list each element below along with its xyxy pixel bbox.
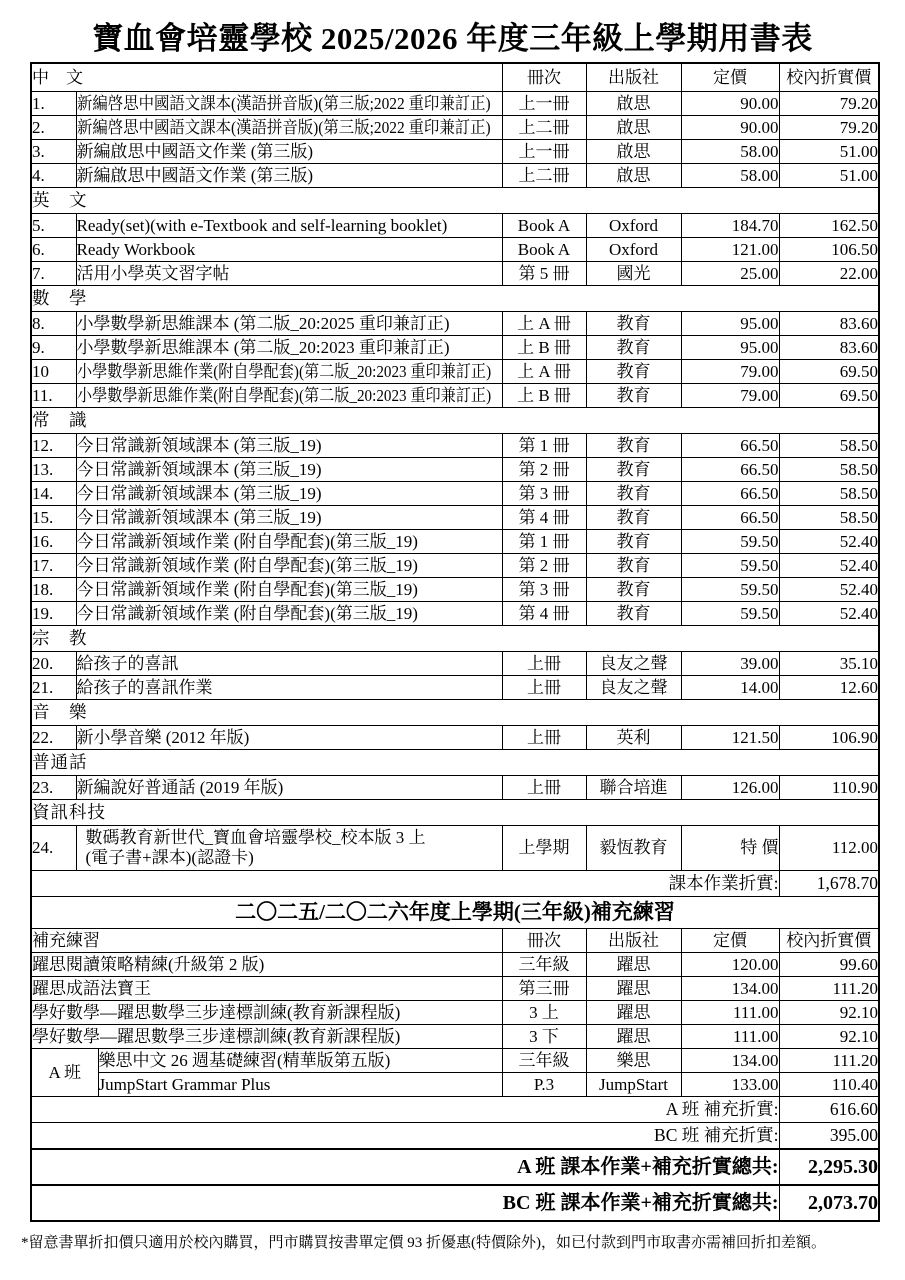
volume-cell: 三年級 xyxy=(502,953,586,977)
book-title: 新編啟思中國語文作業 (第三版) xyxy=(76,166,314,186)
list-price-cell: 90.00 xyxy=(681,92,779,116)
list-price-cell: 95.00 xyxy=(681,336,779,360)
discount-price-cell: 106.50 xyxy=(779,238,879,262)
publisher-cell: 教育 xyxy=(586,530,681,554)
list-price-cell: 14.00 xyxy=(681,676,779,700)
publisher-cell: 樂思 xyxy=(586,1049,681,1073)
list-price-cell: 111.00 xyxy=(681,1025,779,1049)
publisher-cell: 教育 xyxy=(586,506,681,530)
volume-cell: Book A xyxy=(502,238,586,262)
book-title: 新編啓思中國語文課本(漢語拼音版)(第三版;2022 重印兼訂正) xyxy=(76,94,491,114)
list-price-cell: 184.70 xyxy=(681,214,779,238)
row-number-cell: 13. xyxy=(31,458,76,482)
section-label-cell: 音 樂 xyxy=(31,700,879,726)
book-list-table xyxy=(30,62,880,1222)
subtotal-row xyxy=(31,1123,879,1150)
book-title: 小學數學新思維作業(附自學配套)(第二版_20:2023 重印兼訂正) xyxy=(76,386,491,406)
publisher-cell: 啟思 xyxy=(586,116,681,140)
book-title-cell xyxy=(76,554,502,578)
subtotal-value-cell: 616.60 xyxy=(779,1097,879,1123)
list-price-cell: 58.00 xyxy=(681,140,779,164)
publisher-cell: 啟思 xyxy=(586,164,681,188)
list-price-cell: 59.50 xyxy=(681,578,779,602)
row-number-cell: 8. xyxy=(31,312,76,336)
grand-total-row xyxy=(31,1149,879,1185)
volume-cell: 上 B 冊 xyxy=(502,336,586,360)
section-label-cell: 宗 教 xyxy=(31,626,879,652)
volume-cell: 第 1 冊 xyxy=(502,434,586,458)
book-title: 新編啓思中國語文課本(漢語拼音版)(第三版;2022 重印兼訂正) xyxy=(76,118,491,138)
volume-cell: 第 4 冊 xyxy=(502,602,586,626)
subtotal-row xyxy=(31,1097,879,1123)
discount-price-cell: 79.20 xyxy=(779,92,879,116)
publisher-cell: 教育 xyxy=(586,602,681,626)
list-price-cell: 90.00 xyxy=(681,116,779,140)
section-row xyxy=(31,700,879,726)
table-row xyxy=(31,164,879,188)
publisher-cell: 教育 xyxy=(586,336,681,360)
section-label-cell: 數 學 xyxy=(31,286,879,312)
table-row xyxy=(31,116,879,140)
book-title: 樂思中文 26 週基礎練習(精華版第五版) xyxy=(98,1051,391,1071)
discount-price-cell: 111.20 xyxy=(779,1049,879,1073)
list-price-cell: 79.00 xyxy=(681,360,779,384)
volume-cell: 上冊 xyxy=(502,676,586,700)
book-title-cell xyxy=(31,953,502,977)
table-row xyxy=(31,1025,879,1049)
book-title-cell xyxy=(76,312,502,336)
subject-header-cell: 補充練習 xyxy=(31,929,502,953)
row-number-cell: 3. xyxy=(31,140,76,164)
publisher-cell: 躍思 xyxy=(586,1025,681,1049)
table-row xyxy=(31,1073,879,1097)
discount-price-cell: 162.50 xyxy=(779,214,879,238)
table-row xyxy=(31,578,879,602)
grand-total-value-cell: 2,295.30 xyxy=(779,1149,879,1185)
volume-cell: 第三冊 xyxy=(502,977,586,1001)
volume-header-cell: 冊次 xyxy=(502,929,586,953)
publisher-cell: 良友之聲 xyxy=(586,676,681,700)
list-price-cell: 59.50 xyxy=(681,554,779,578)
discount-price-cell: 58.50 xyxy=(779,434,879,458)
discount-price-cell: 112.00 xyxy=(779,826,879,871)
subtotal-value-cell: 1,678.70 xyxy=(779,871,879,897)
volume-cell: 上冊 xyxy=(502,726,586,750)
volume-cell: 第 2 冊 xyxy=(502,458,586,482)
section-row xyxy=(31,188,879,214)
publisher-header-cell: 出版社 xyxy=(586,63,681,92)
subtotal-value-cell: 395.00 xyxy=(779,1123,879,1150)
row-number-cell: 9. xyxy=(31,336,76,360)
row-number-cell: 20. xyxy=(31,652,76,676)
book-title-cell xyxy=(76,506,502,530)
publisher-cell: 躍思 xyxy=(586,1001,681,1025)
volume-cell: 上二冊 xyxy=(502,164,586,188)
book-title: 學好數學—躍思數學三步達標訓練(教育新課程版) xyxy=(32,1027,401,1047)
row-number-cell: 15. xyxy=(31,506,76,530)
book-title-line: 數碼教育新世代_寶血會培靈學校_校本版 3 上 xyxy=(85,828,426,847)
book-title: JumpStart Grammar Plus xyxy=(98,1075,271,1095)
list-price-cell: 121.50 xyxy=(681,726,779,750)
book-title: Ready(set)(with e-Textbook and self-learning booklet) xyxy=(76,216,448,236)
row-number-cell: 23. xyxy=(31,776,76,800)
discount-price-header-cell: 校內折實價 xyxy=(779,63,879,92)
table-row xyxy=(31,602,879,626)
list-price-cell: 66.50 xyxy=(681,506,779,530)
volume-cell: 上 A 冊 xyxy=(502,360,586,384)
discount-price-cell: 52.40 xyxy=(779,554,879,578)
publisher-cell: 教育 xyxy=(586,360,681,384)
publisher-cell: 國光 xyxy=(586,262,681,286)
list-price-cell: 66.50 xyxy=(681,458,779,482)
book-title-cell xyxy=(76,676,502,700)
table-row xyxy=(31,530,879,554)
table-row xyxy=(31,1001,879,1025)
list-price-cell: 66.50 xyxy=(681,482,779,506)
list-price-cell: 121.00 xyxy=(681,238,779,262)
list-price-cell: 133.00 xyxy=(681,1073,779,1097)
book-title: 小學數學新思維課本 (第二版_20:2025 重印兼訂正) xyxy=(76,314,450,334)
subject-header-cell: 中 文 xyxy=(31,63,502,92)
volume-cell: 第 1 冊 xyxy=(502,530,586,554)
table-row xyxy=(31,214,879,238)
book-title-cell xyxy=(76,826,502,871)
table-row xyxy=(31,458,879,482)
book-title-cell xyxy=(76,530,502,554)
row-number-cell: 10 xyxy=(31,360,76,384)
publisher-cell: JumpStart xyxy=(586,1073,681,1097)
row-number-cell: 16. xyxy=(31,530,76,554)
section-label-cell: 普通話 xyxy=(31,750,879,776)
book-title: 學好數學—躍思數學三步達標訓練(教育新課程版) xyxy=(32,1003,401,1023)
table-row xyxy=(31,554,879,578)
list-price-header-cell: 定價 xyxy=(681,63,779,92)
subtotal-label-cell: BC 班 補充折實: xyxy=(31,1123,779,1150)
publisher-cell: 啟思 xyxy=(586,140,681,164)
volume-cell: 上冊 xyxy=(502,652,586,676)
list-price-cell: 120.00 xyxy=(681,953,779,977)
book-title: 今日常識新領域課本 (第三版_19) xyxy=(76,436,322,456)
section-row xyxy=(31,626,879,652)
discount-price-cell: 12.60 xyxy=(779,676,879,700)
table-row xyxy=(31,652,879,676)
book-title-cell xyxy=(76,434,502,458)
section-row xyxy=(31,286,879,312)
list-price-cell: 59.50 xyxy=(681,602,779,626)
row-number-cell: 6. xyxy=(31,238,76,262)
list-price-cell: 126.00 xyxy=(681,776,779,800)
book-title-cell xyxy=(76,336,502,360)
book-title-cell xyxy=(31,977,502,1001)
list-price-cell: 95.00 xyxy=(681,312,779,336)
publisher-cell: 英利 xyxy=(586,726,681,750)
list-price-cell: 134.00 xyxy=(681,1049,779,1073)
book-title: 新編啟思中國語文作業 (第三版) xyxy=(76,142,314,162)
table-row xyxy=(31,262,879,286)
book-title-cell xyxy=(76,578,502,602)
book-title-cell xyxy=(76,214,502,238)
publisher-cell: 教育 xyxy=(586,384,681,408)
table-row xyxy=(31,384,879,408)
list-price-cell: 66.50 xyxy=(681,434,779,458)
book-title: 給孩子的喜訊作業 xyxy=(76,678,213,698)
volume-cell: P.3 xyxy=(502,1073,586,1097)
table-row xyxy=(31,953,879,977)
discount-price-cell: 83.60 xyxy=(779,312,879,336)
section-row xyxy=(31,408,879,434)
row-number-cell: 2. xyxy=(31,116,76,140)
book-title-cell xyxy=(76,482,502,506)
book-title: 今日常識新領域課本 (第三版_19) xyxy=(76,508,322,528)
discount-price-cell: 92.10 xyxy=(779,1001,879,1025)
book-title-cell xyxy=(98,1049,502,1073)
grand-total-value-cell: 2,073.70 xyxy=(779,1185,879,1221)
discount-price-cell: 22.00 xyxy=(779,262,879,286)
supplement-title-cell: 二〇二五/二〇二六年度上學期(三年級)補充練習 xyxy=(31,897,879,929)
volume-cell: 第 3 冊 xyxy=(502,482,586,506)
row-number-cell: 19. xyxy=(31,602,76,626)
volume-cell: 3 下 xyxy=(502,1025,586,1049)
publisher-cell: 教育 xyxy=(586,482,681,506)
section-label-cell: 常 識 xyxy=(31,408,879,434)
subtotal-row xyxy=(31,871,879,897)
volume-cell: 上一冊 xyxy=(502,140,586,164)
row-number-cell: 4. xyxy=(31,164,76,188)
book-title-cell xyxy=(76,140,502,164)
volume-cell: 上學期 xyxy=(502,826,586,871)
table-row xyxy=(31,977,879,1001)
table-row xyxy=(31,312,879,336)
book-title: 新編說好普通話 (2019 年版) xyxy=(76,778,284,798)
volume-cell: 第 5 冊 xyxy=(502,262,586,286)
book-title: 躍思成語法寶王 xyxy=(32,979,151,999)
volume-cell: 3 上 xyxy=(502,1001,586,1025)
discount-price-cell: 35.10 xyxy=(779,652,879,676)
discount-price-cell: 69.50 xyxy=(779,360,879,384)
table-row xyxy=(31,826,879,871)
book-title-cell xyxy=(76,92,502,116)
class-group-cell: A 班 xyxy=(31,1049,98,1097)
book-title-cell xyxy=(31,1025,502,1049)
section-row xyxy=(31,800,879,826)
discount-price-cell: 110.90 xyxy=(779,776,879,800)
row-number-cell: 1. xyxy=(31,92,76,116)
supplement-title-row xyxy=(31,897,879,929)
publisher-cell: 啟思 xyxy=(586,92,681,116)
section-label-cell: 資訊科技 xyxy=(31,800,879,826)
discount-price-cell: 111.20 xyxy=(779,977,879,1001)
publisher-cell: 毅恆教育 xyxy=(586,826,681,871)
book-title-cell xyxy=(76,602,502,626)
book-title-line: (電子書+課本)(認證卡) xyxy=(85,848,254,867)
volume-cell: 第 4 冊 xyxy=(502,506,586,530)
table-row xyxy=(31,238,879,262)
row-number-cell: 22. xyxy=(31,726,76,750)
book-title-cell xyxy=(76,262,502,286)
book-title-cell xyxy=(76,652,502,676)
book-title-cell xyxy=(76,384,502,408)
discount-price-cell: 52.40 xyxy=(779,530,879,554)
list-price-header-cell: 定價 xyxy=(681,929,779,953)
row-number-cell: 14. xyxy=(31,482,76,506)
discount-price-cell: 79.20 xyxy=(779,116,879,140)
list-price-cell: 58.00 xyxy=(681,164,779,188)
discount-price-cell: 69.50 xyxy=(779,384,879,408)
table-row xyxy=(31,776,879,800)
book-title-cell xyxy=(76,238,502,262)
table-row xyxy=(31,506,879,530)
book-title: Ready Workbook xyxy=(76,240,196,260)
discount-price-cell: 51.00 xyxy=(779,140,879,164)
discount-price-cell: 106.90 xyxy=(779,726,879,750)
book-title: 今日常識新領域作業 (附自學配套)(第三版_19) xyxy=(76,556,418,576)
list-price-cell: 59.50 xyxy=(681,530,779,554)
volume-header-cell: 冊次 xyxy=(502,63,586,92)
grand-total-label-cell: A 班 課本作業+補充折實總共: xyxy=(31,1149,779,1185)
discount-price-cell: 92.10 xyxy=(779,1025,879,1049)
row-number-cell: 18. xyxy=(31,578,76,602)
book-title: 活用小學英文習字帖 xyxy=(76,264,230,284)
book-title: 今日常識新領域作業 (附自學配套)(第三版_19) xyxy=(76,580,418,600)
row-number-cell: 12. xyxy=(31,434,76,458)
book-title: 小學數學新思維課本 (第二版_20:2023 重印兼訂正) xyxy=(76,338,450,358)
publisher-cell: 教育 xyxy=(586,554,681,578)
list-price-cell: 134.00 xyxy=(681,977,779,1001)
publisher-cell: 聯合培進 xyxy=(586,776,681,800)
table-row xyxy=(31,1049,879,1073)
book-title-cell xyxy=(76,164,502,188)
discount-price-cell: 52.40 xyxy=(779,602,879,626)
table-row xyxy=(31,726,879,750)
row-number-cell: 7. xyxy=(31,262,76,286)
list-price-cell: 39.00 xyxy=(681,652,779,676)
book-title-cell xyxy=(31,1001,502,1025)
publisher-cell: Oxford xyxy=(586,238,681,262)
discount-price-cell: 52.40 xyxy=(779,578,879,602)
discount-price-cell: 110.40 xyxy=(779,1073,879,1097)
book-title: 今日常識新領域課本 (第三版_19) xyxy=(76,484,322,504)
section-row xyxy=(31,750,879,776)
book-title: 給孩子的喜訊 xyxy=(76,654,179,674)
volume-cell: 上 B 冊 xyxy=(502,384,586,408)
discount-price-cell: 58.50 xyxy=(779,482,879,506)
publisher-cell: 教育 xyxy=(586,578,681,602)
list-price-cell: 79.00 xyxy=(681,384,779,408)
grand-total-row xyxy=(31,1185,879,1221)
table-row xyxy=(31,92,879,116)
publisher-cell: 教育 xyxy=(586,434,681,458)
book-title: 小學數學新思維作業(附自學配套)(第二版_20:2023 重印兼訂正) xyxy=(76,362,491,382)
discount-price-cell: 83.60 xyxy=(779,336,879,360)
volume-cell: 上一冊 xyxy=(502,92,586,116)
column-header-row xyxy=(31,63,879,92)
volume-cell: 第 3 冊 xyxy=(502,578,586,602)
volume-cell: 三年級 xyxy=(502,1049,586,1073)
subtotal-label-cell: 課本作業折實: xyxy=(31,871,779,897)
table-row xyxy=(31,336,879,360)
discount-price-header-cell: 校內折實價 xyxy=(779,929,879,953)
book-title-cell xyxy=(76,726,502,750)
list-price-cell: 特 價 xyxy=(681,826,779,871)
table-row xyxy=(31,676,879,700)
discount-price-cell: 58.50 xyxy=(779,458,879,482)
section-label-cell: 英 文 xyxy=(31,188,879,214)
table-row xyxy=(31,482,879,506)
discount-price-cell: 51.00 xyxy=(779,164,879,188)
publisher-cell: 教育 xyxy=(586,458,681,482)
book-title: 今日常識新領域作業 (附自學配套)(第三版_19) xyxy=(76,532,418,552)
volume-cell: 上 A 冊 xyxy=(502,312,586,336)
book-title: 今日常識新領域作業 (附自學配套)(第三版_19) xyxy=(76,604,418,624)
book-title: 今日常識新領域課本 (第三版_19) xyxy=(76,460,322,480)
book-title-cell xyxy=(76,458,502,482)
footnote: *留意書單折扣價只適用於校內購買，門市購買按書單定價 93 折優惠(特價除外)，如已付款到門市取書亦需補回折扣差額。 xyxy=(21,1235,826,1251)
volume-cell: 第 2 冊 xyxy=(502,554,586,578)
row-number-cell: 21. xyxy=(31,676,76,700)
list-price-cell: 111.00 xyxy=(681,1001,779,1025)
row-number-cell: 11. xyxy=(31,384,76,408)
table-row xyxy=(31,360,879,384)
book-title: 躍思閱讀策略精練(升級第 2 版) xyxy=(32,955,265,975)
publisher-cell: 躍思 xyxy=(586,977,681,1001)
row-number-cell: 17. xyxy=(31,554,76,578)
book-title: 新小學音樂 (2012 年版) xyxy=(76,728,250,748)
publisher-header-cell: 出版社 xyxy=(586,929,681,953)
row-number-cell: 5. xyxy=(31,214,76,238)
discount-price-cell: 58.50 xyxy=(779,506,879,530)
table-row xyxy=(31,140,879,164)
discount-price-cell: 99.60 xyxy=(779,953,879,977)
book-title-cell xyxy=(98,1073,502,1097)
publisher-cell: 教育 xyxy=(586,312,681,336)
publisher-cell: 良友之聲 xyxy=(586,652,681,676)
table-row xyxy=(31,434,879,458)
book-title-cell xyxy=(76,360,502,384)
book-title-cell xyxy=(76,776,502,800)
publisher-cell: 躍思 xyxy=(586,953,681,977)
volume-cell: 上冊 xyxy=(502,776,586,800)
volume-cell: 上二冊 xyxy=(502,116,586,140)
column-header-row xyxy=(31,929,879,953)
page-title: 寶血會培靈學校 2025/2026 年度三年級上學期用書表 xyxy=(92,21,813,56)
grand-total-label-cell: BC 班 課本作業+補充折實總共: xyxy=(31,1185,779,1221)
publisher-cell: Oxford xyxy=(586,214,681,238)
subtotal-label-cell: A 班 補充折實: xyxy=(31,1097,779,1123)
list-price-cell: 25.00 xyxy=(681,262,779,286)
row-number-cell: 24. xyxy=(31,826,76,871)
volume-cell: Book A xyxy=(502,214,586,238)
book-title-cell xyxy=(76,116,502,140)
